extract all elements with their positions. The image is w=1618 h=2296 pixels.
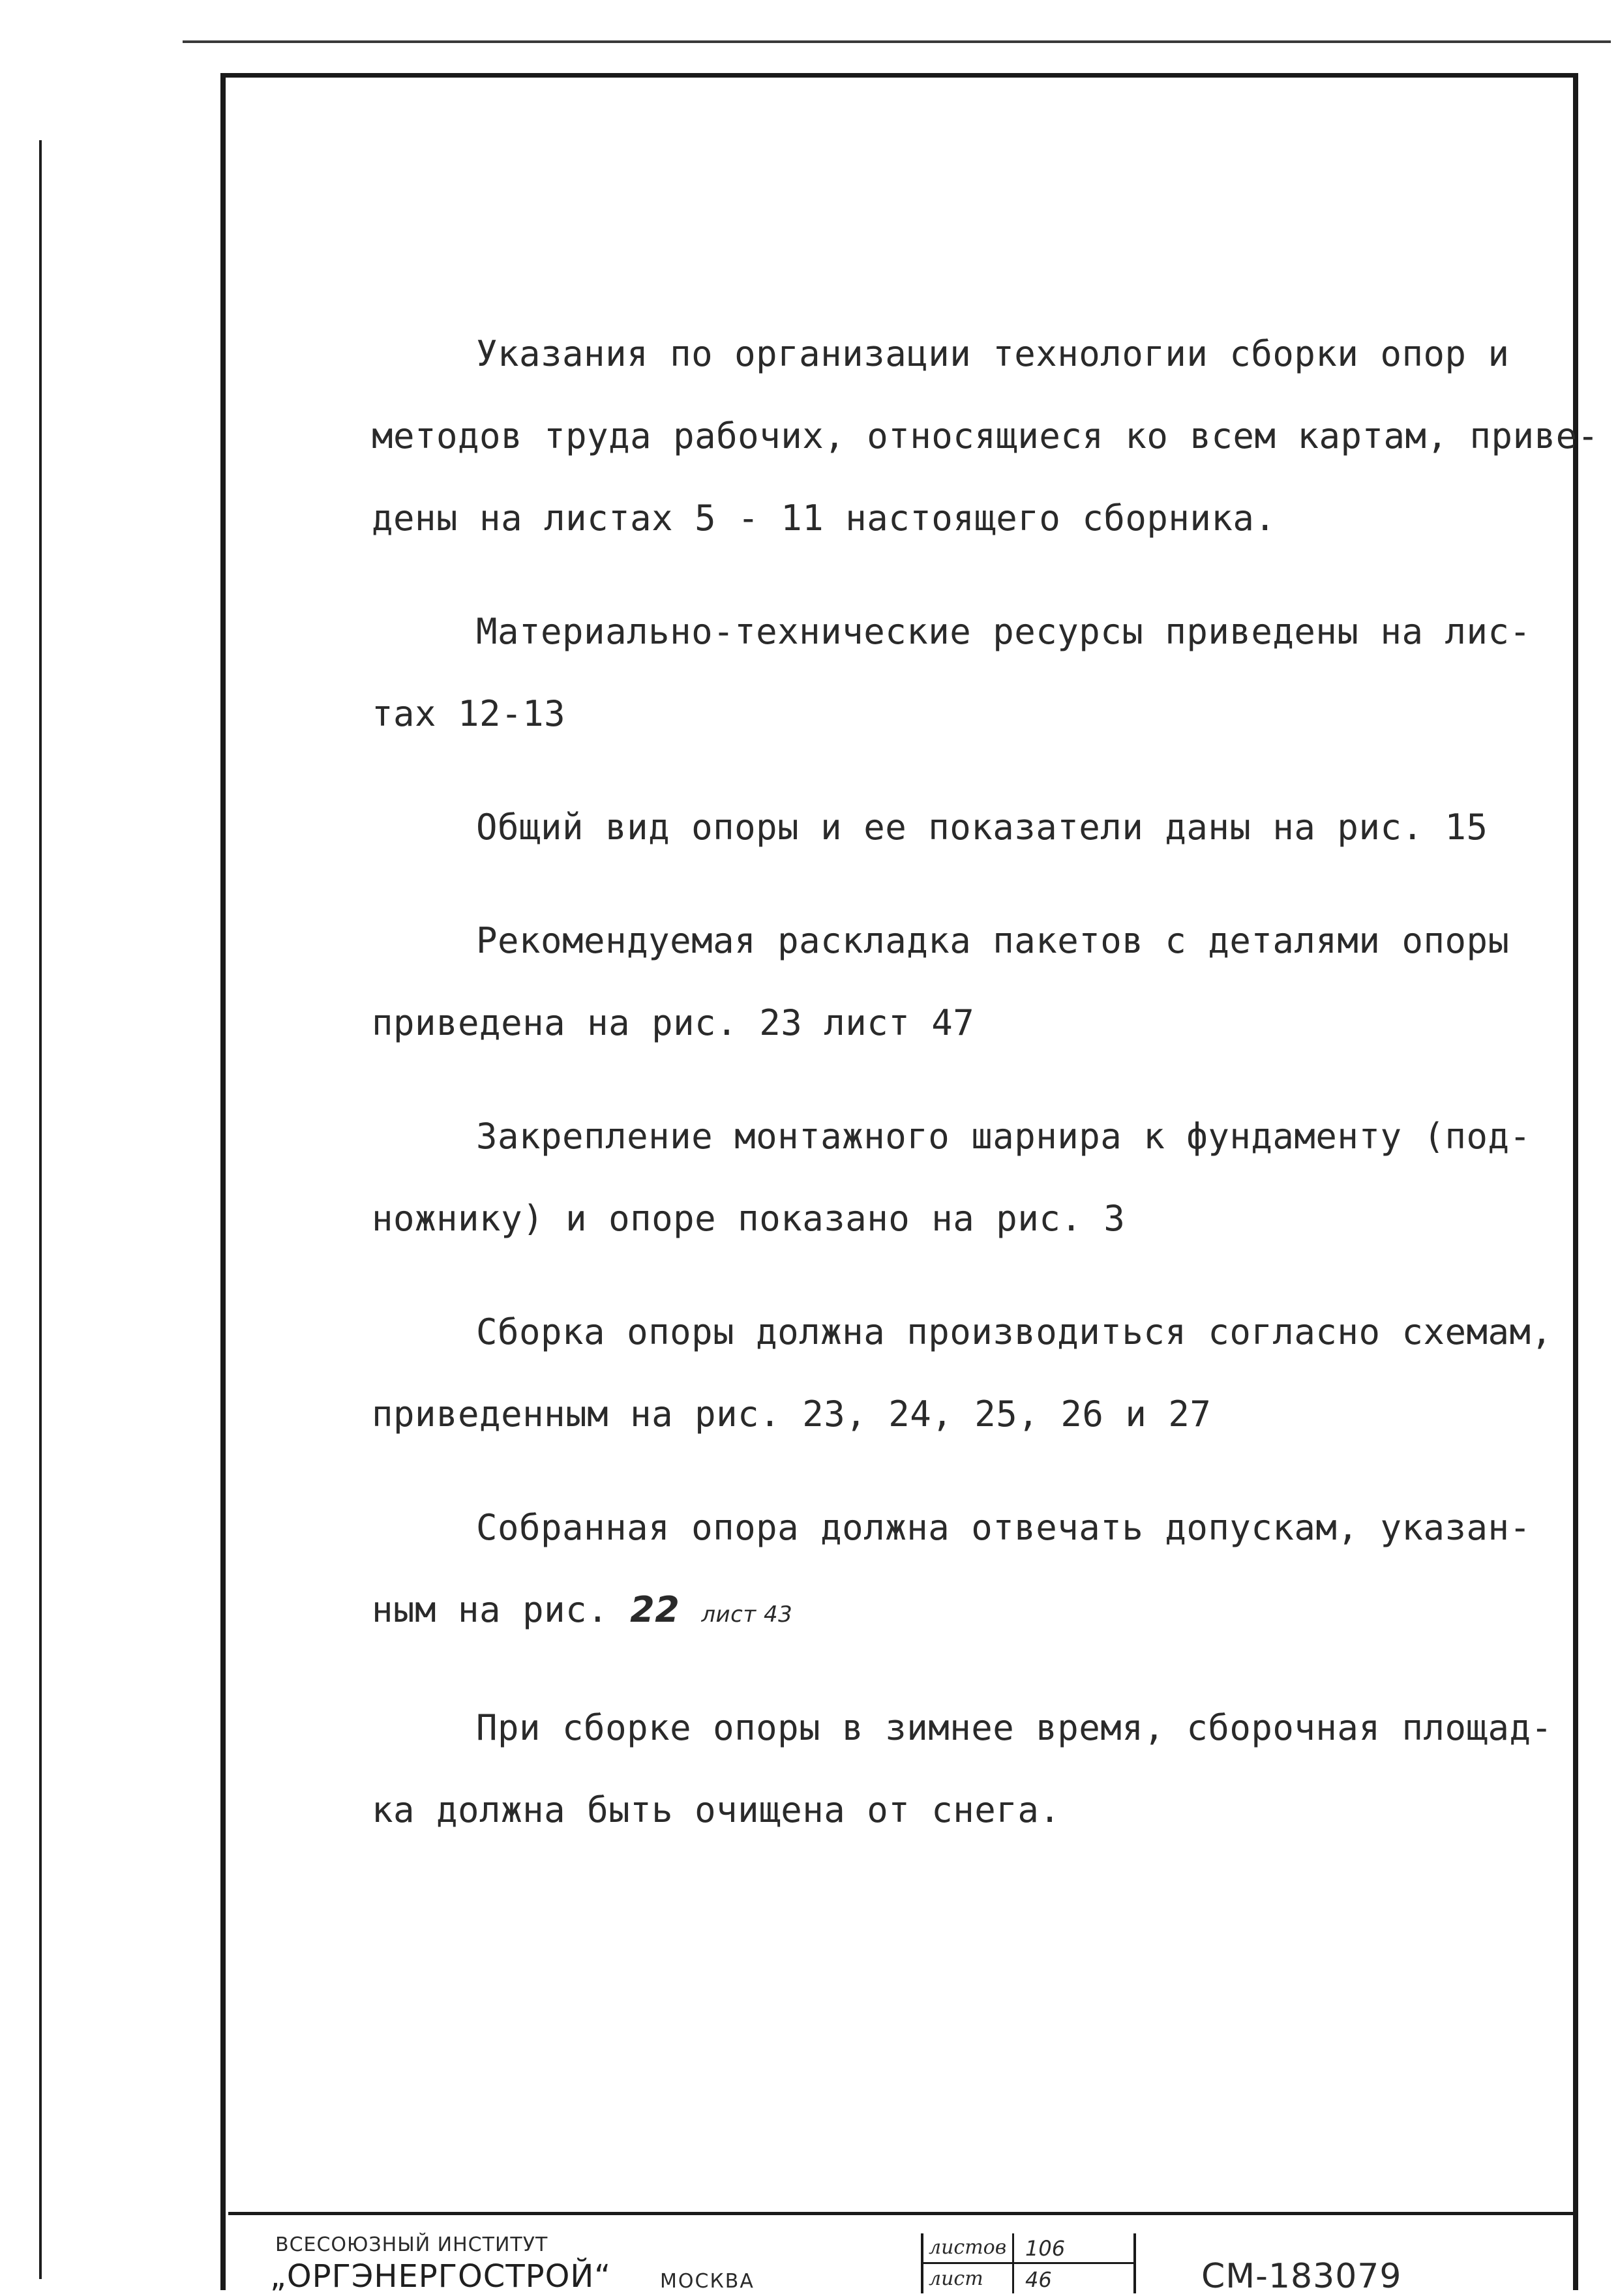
text-line: ножнику) и опоре показано на рис. 3 [372, 1198, 1126, 1239]
text-line: Указания по организации технологии сборки опор и [476, 333, 1510, 374]
document-body [372, 313, 1599, 1883]
handwritten-sheet-note: лист 43 [701, 1602, 793, 1628]
paragraph-hinge-fixing [372, 1096, 1546, 1260]
text-line: Собранная опора должна отвечать допускам, указан- [476, 1507, 1531, 1548]
text-line: ка должна быть очищена от снега. [372, 1789, 1061, 1830]
paragraph-package-layout [372, 900, 1546, 1064]
paragraph-technology-instructions [372, 313, 1599, 559]
paragraph-material-resources [372, 591, 1546, 755]
institute-label: ВСЕСОЮЗНЫЙ ИНСТИТУТ [275, 2233, 548, 2256]
text-line: Закрепление монтажного шарнира к фундаменту (под- [476, 1116, 1531, 1157]
title-block [228, 2212, 1573, 2296]
paragraph-tolerances [372, 1487, 1546, 1656]
sheet-number-value: 46 [1025, 2267, 1052, 2292]
sheet-number-row [923, 2265, 1133, 2293]
sheets-total-value: 106 [1025, 2236, 1066, 2261]
text-line: Материально-технические ресурсы приведены на лис- [476, 611, 1531, 652]
text-line: Рекомендуемая раскладка пакетов с деталями опоры [476, 920, 1510, 961]
text-line: дены на листах 5 - 11 настоящего сборника. [372, 498, 1276, 539]
handwritten-figure-number: 22 [630, 1589, 680, 1630]
scan-edge-top [183, 40, 1611, 43]
text-line: Сборка опоры должна производиться согласно схемам, [476, 1311, 1553, 1352]
sheets-total-row [923, 2233, 1133, 2264]
organization-name: „ОРГЭНЕРГОСТРОЙ“ [270, 2258, 612, 2295]
sheets-total-label: листов [929, 2236, 1007, 2259]
sheet-count-table [921, 2233, 1136, 2293]
paragraph-assembly-schemes [372, 1291, 1553, 1455]
text-line: методов труда рабочих, относящиеся ко всем картам, приве- [372, 415, 1599, 456]
paragraph-winter-assembly [372, 1687, 1553, 1851]
text-line [372, 1569, 1546, 1656]
text-line: приведена на рис. 23 лист 47 [372, 1002, 975, 1043]
text-fragment: ным на рис. [372, 1589, 609, 1630]
text-line: тах 12-13 [372, 693, 566, 734]
sheet-table-divider [1012, 2233, 1014, 2293]
sheet-number-label: лист [929, 2267, 983, 2290]
scan-edge-left [39, 140, 42, 2279]
paragraph-general-view [372, 786, 1546, 869]
text-line: При сборке опоры в зимнее время, сборочная площад- [476, 1707, 1553, 1748]
city-label: МОСКВА [660, 2270, 755, 2293]
text-line: приведенным на рис. 23, 24, 25, 26 и 27 [372, 1394, 1212, 1435]
document-code: СМ-183079 [1201, 2257, 1402, 2296]
text-line: Общий вид опоры и ее показатели даны на рис. 15 [476, 807, 1488, 848]
